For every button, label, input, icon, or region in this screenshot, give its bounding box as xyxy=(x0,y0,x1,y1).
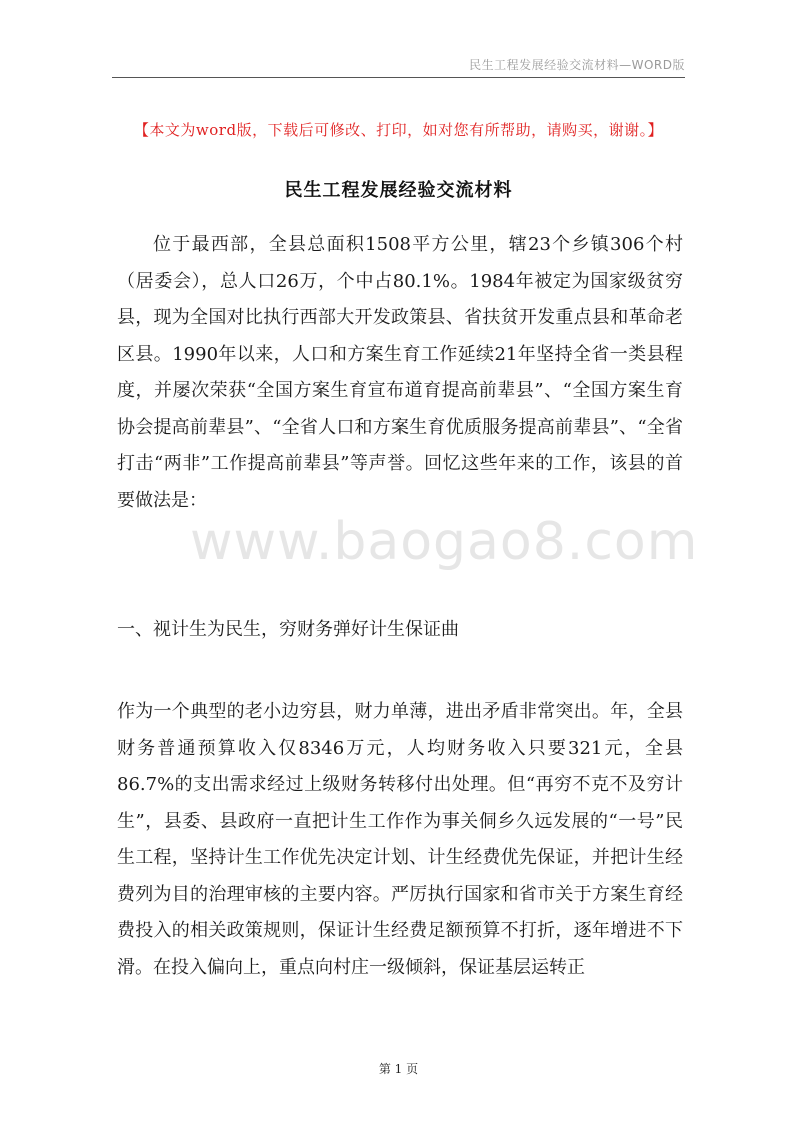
body-paragraph-2: 作为一个典型的老小边穷县，财力单薄，进出矛盾非常突出。年，全县财务普通预算收入仅8346万元，人均财务收入只要321元，全县86.7%的支出需求经过上级财务转移付出处理。但“再穷不克不及穷计生”，县委、县政府一直把计生工作作为事关侗乡久远发展的“一号”民生工程，坚持计生工作优先决定计划、计生经费优先保证，并把计生经费列为目的治理审核的主要内容。严厉执行国家和省市关于方案生育经费投入的相关政策规则，保证计生经费足额预算不打折，逐年增进不下滑。在投入偏向上，重点向村庄一级倾斜，保证基层运转正 xyxy=(117,701,683,978)
watermark: www.baogao8.com xyxy=(190,512,699,572)
page-number: 第 1 页 xyxy=(378,1062,419,1076)
body-paragraph-1: 位于最西部，全县总面积1508平方公里，辖23个乡镇306个村（居委会），总人口26万，个中占80.1%。1984年被定为国家级贫穷县，现为全国对比执行西部大开发政策县、省扶贫开发重点县和革命老区县。1990年以来，人口和方案生育工作延续21年坚持全省一类县程度，并屡次荣获“全国方案生育宣布道育提高前辈县”、“全国方案生育协会提高前辈县”、“全省人口和方案生育优质服务提高前辈县”、“全省打击“两非”工作提高前辈县”等声誉。回忆这些年来的工作，该县的首要做法是： xyxy=(117,234,683,511)
document-title: 民生工程发展经验交流材料 xyxy=(284,180,513,201)
header-divider xyxy=(112,77,685,78)
running-header: 民生工程发展经验交流材料—WORD版 xyxy=(469,58,685,72)
section-heading-1: 一、视计生为民生，穷财务弹好计生保证曲 xyxy=(117,619,459,640)
purchase-notice: 【本文为word版，下载后可修改、打印，如对您有所帮助，请购买，谢谢。】 xyxy=(133,121,664,139)
